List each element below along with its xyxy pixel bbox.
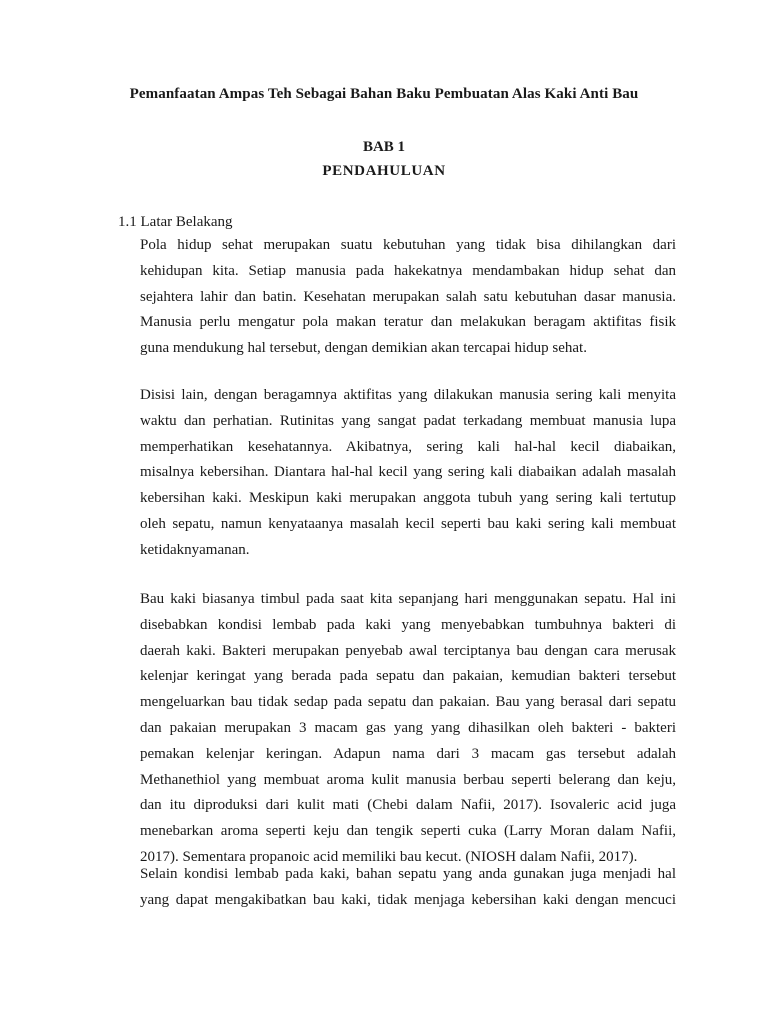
text-line: Bau kaki biasanya timbul pada saat kita sepanjang hari menggunakan sepatu. Hal ini [140,591,676,607]
text-line: oleh sepatu, namun kenyataanya masalah kecil seperti bau kaki sering kali membuat [140,515,676,532]
text-line: kebersihan kaki. Meskipun kaki merupakan anggota tubuh yang sering kali tertutup [140,490,676,507]
text-line: Pola hidup sehat merupakan suatu kebutuhan yang tidak bisa dihilangkan dari [140,237,676,253]
text-line: yang dapat mengakibatkan bau kaki, tidak menjaga kebersihan kaki dengan mencuci [140,891,676,908]
paragraph-3 [140,587,676,871]
text-line: Selain kondisi lembab pada kaki, bahan sepatu yang anda gunakan juga menjadi hal [140,866,676,882]
chapter-title: PENDAHULUAN [322,163,446,179]
text-line: 2017). Sementara propanoic acid memiliki bau kecut. (NIOSH dalam Nafii, 2017). [140,848,638,865]
paragraph-1 [140,233,676,362]
chapter-number: BAB 1 [362,139,406,155]
text-line: memperhatikan kesehatannya. Akibatnya, sering kali hal-hal kecil diabaikan, [140,438,676,455]
text-line: kehidupan kita. Setiap manusia pada hakekatnya mendambakan hidup sehat dan [140,262,676,279]
text-line: dan itu diproduksi dari kulit mati (Chebi dalam Nafii, 2017). Isovaleric acid juga [140,797,676,814]
text-line: disebabkan kondisi lembab pada kaki yang menyebabkan tumbuhnya bakteri di [140,616,676,633]
document-title: Pemanfaatan Ampas Teh Sebagai Bahan Baku Pembuatan Alas Kaki Anti Bau [129,86,639,102]
text-line: Manusia perlu mengatur pola makan teratur dan melakukan beragam aktifitas fisik [140,314,676,331]
text-line: guna mendukung hal tersebut, dengan demikian akan tercapai hidup sehat. [140,340,587,357]
text-line: mengeluarkan bau tidak sedap pada sepatu dan pakaian. Bau yang berasal dari sepatu [140,694,676,711]
text-line: pemakan kelenjar keringan. Adapun nama dari 3 macam gas tersebut adalah [140,745,676,762]
section-heading: 1.1 Latar Belakang [118,214,233,230]
paragraph-4 [140,862,676,914]
text-line: sejahtera lahir dan batin. Kesehatan merupakan salah satu kebutuhan dasar manusia. [140,288,676,305]
text-line: daerah kaki. Bakteri merupakan penyebab awal terciptanya bau dengan cara merusak [140,642,676,659]
paragraph-2 [140,383,676,564]
text-line: waktu dan perhatian. Rutinitas yang sangat padat terkadang membuat manusia lupa [140,412,676,429]
text-line: ketidaknyamanan. [140,541,250,558]
text-line: kelenjar keringat yang berada pada sepatu dan pakaian, kemudian bakteri tersebut [140,668,676,685]
text-line: misalnya kebersihan. Diantara hal-hal kecil yang sering kali diabaikan adalah masalah [140,464,676,481]
text-line: Disisi lain, dengan beragamnya aktifitas yang dilakukan manusia sering kali menyita [140,387,676,403]
text-line: Methanethiol yang membuat aroma kulit manusia berbau seperti belerang dan keju, [140,771,676,788]
text-line: dan pakaian merupakan 3 macam gas yang yang dihasilkan oleh bakteri - bakteri [140,719,676,736]
text-line: menebarkan aroma seperti keju dan tengik seperti cuka (Larry Moran dalam Nafii, [140,823,676,840]
